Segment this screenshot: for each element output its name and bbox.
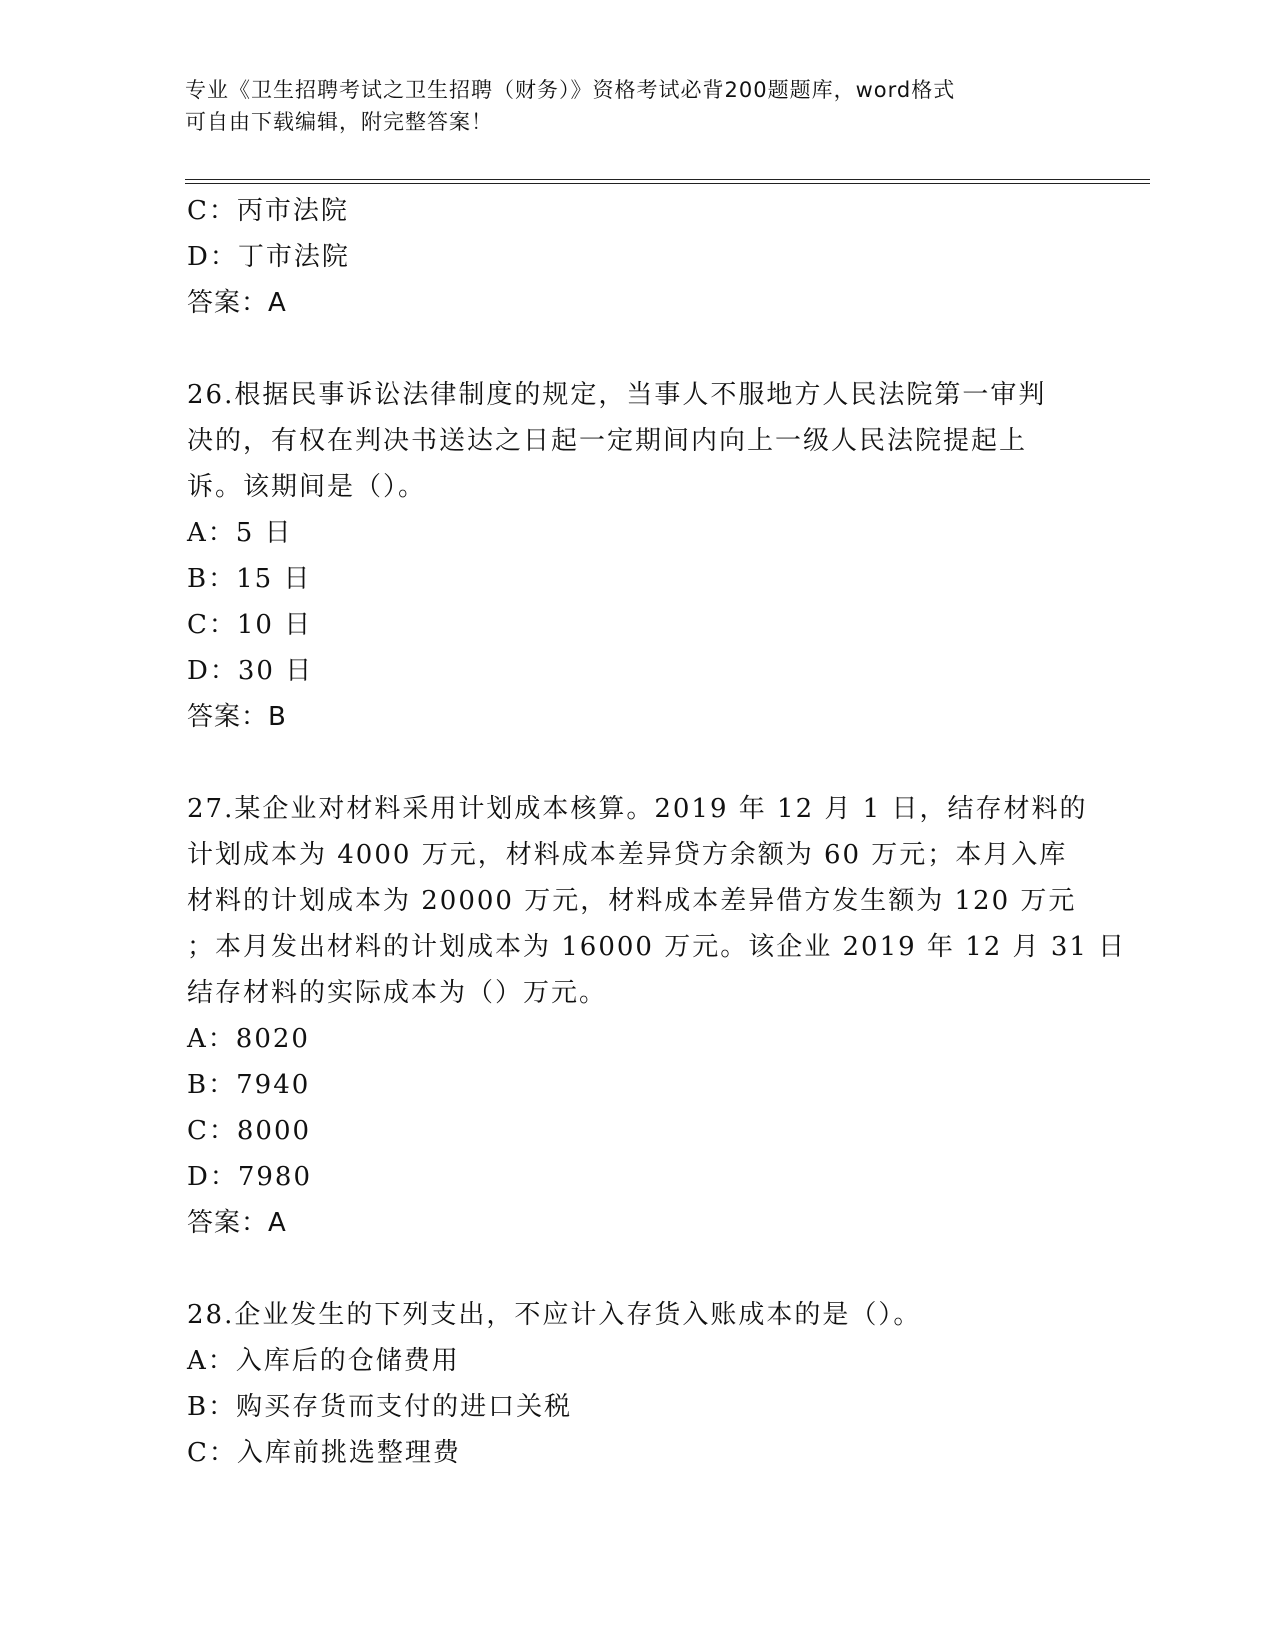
option-b: B：购买存货而支付的进口关税 [187,1392,573,1422]
spacer [187,1246,1067,1292]
option-c: C：8000 [187,1116,312,1146]
option-b: B：15 日 [187,564,312,594]
document-header [185,74,1065,138]
option-c: C：10 日 [187,610,313,640]
answer-line: 答案：A [187,1208,287,1238]
answer-line: 答案：B [187,702,287,732]
option-b: B：7940 [187,1070,311,1100]
header-line-2: 可自由下载编辑，附完整答案！ [185,110,493,134]
option-c: C：入库前挑选整理费 [187,1438,461,1468]
option-c: C：丙市法院 [187,196,349,226]
question-stem-line: 27.某企业对材料采用计划成本核算。2019 年 12 月 1 日，结存材料的 [187,794,1088,824]
option-d: D：7980 [187,1162,313,1192]
option-d: D：丁市法院 [187,242,350,272]
question-27 [187,786,1127,1246]
question-stem-line: 计划成本为 4000 万元，材料成本差异贷方余额为 60 万元；本月入库 [187,840,1068,870]
question-stem-line: 结存材料的实际成本为（）万元。 [187,978,608,1008]
question-stem-line: 决的，有权在判决书送达之日起一定期间内向上一级人民法院提起上 [187,426,1028,456]
question-28 [187,1292,1067,1476]
option-a: A：5 日 [187,518,293,548]
question-stem-line: 26.根据民事诉讼法律制度的规定，当事人不服地方人民法院第一审判 [187,380,1047,410]
option-a: A：入库后的仓储费用 [187,1346,460,1376]
header-divider-bottom [185,183,1150,184]
question-stem-line: 28.企业发生的下列支出，不应计入存货入账成本的是（）。 [187,1300,922,1330]
question-26 [187,372,1067,740]
previous-question-tail [187,188,1067,326]
option-a: A：8020 [187,1024,310,1054]
question-stem-line: 诉。该期间是（）。 [187,472,427,502]
header-divider-top [185,179,1150,180]
spacer [187,740,1067,786]
option-d: D：30 日 [187,656,314,686]
header-line-1: 专业《卫生招聘考试之卫生招聘（财务）》资格考试必背200题题库，word格式 [185,78,956,102]
question-stem-line: ；本月发出材料的计划成本为 16000 万元。该企业 2019 年 12 月 31 日 [187,932,1127,962]
question-content [187,188,1127,1476]
question-stem-line: 材料的计划成本为 20000 万元，材料成本差异借方发生额为 120 万元 [187,886,1077,916]
answer-line: 答案：A [187,288,287,318]
spacer [187,326,1067,372]
